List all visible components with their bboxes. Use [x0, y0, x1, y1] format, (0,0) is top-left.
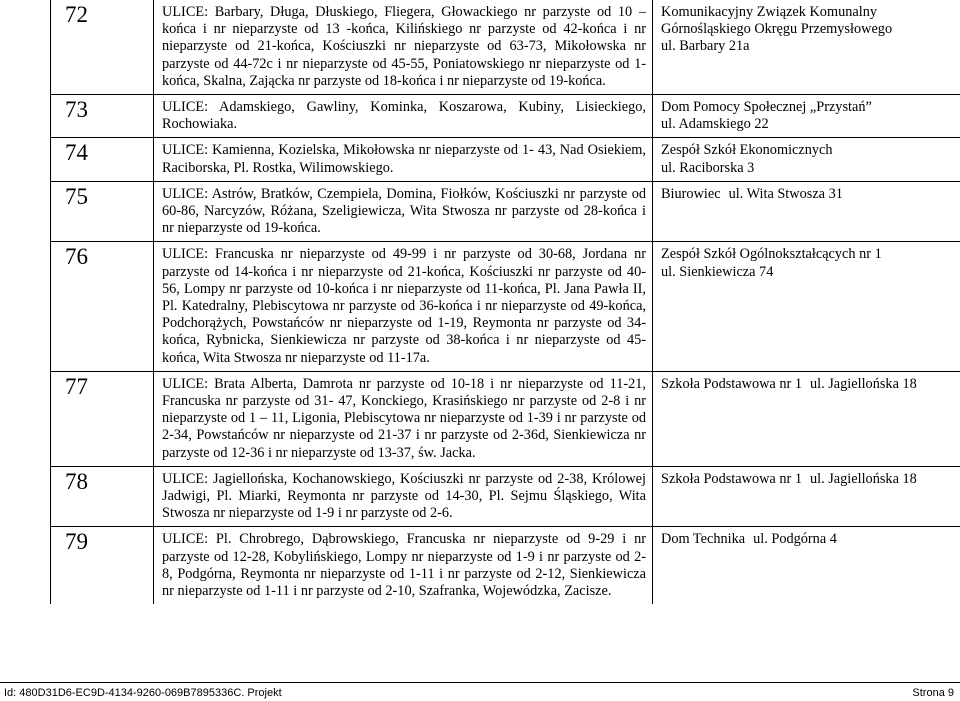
polling-place	[653, 0, 960, 95]
polling-place	[653, 242, 960, 371]
district-number: 72	[51, 0, 154, 95]
polling-place-name: Komunikacyjny Związek Komunalny Górnośląskiego Okręgu Przemysłowego	[661, 4, 960, 38]
polling-place	[653, 181, 960, 242]
district-streets: ULICE: Kamienna, Kozielska, Mikołowska nr nieparzyste od 1- 43, Nad Osiekiem, Raciborska, Pl. Rostka, Wilimowskiego.	[154, 138, 653, 181]
polling-place-name: Biurowiec	[661, 186, 721, 202]
polling-place-address: ul. Jagiellońska 18	[810, 471, 917, 487]
district-number: 75	[51, 181, 154, 242]
polling-place-address: ul. Jagiellońska 18	[810, 376, 917, 392]
table-row	[51, 181, 960, 242]
polling-place	[653, 138, 960, 181]
polling-place-name: Dom Pomocy Społecznej „Przystań”	[661, 99, 960, 116]
polling-place	[653, 371, 960, 466]
district-streets: ULICE: Barbary, Długa, Dłuskiego, Fliegera, Głowackiego nr parzyste od 10 –końca i nr nieparzyste od 13 -końca, Kilińskiego nr parzyste od 42-końca i nr nieparzyste od 21-końca, Kościuszki nr nieparzyste od 63-73, Mikołowska nr parzyste od 44-72c i nr nieparzyste od 45-55, Poniatowskiego nr nieparzyste od 1-końca, Skalna, Zającka nr parzyste od 18-końca i nr nieparzyste od 19-końca.	[154, 0, 653, 95]
polling-place	[653, 466, 960, 527]
polling-place-address: ul. Raciborska 3	[661, 160, 960, 177]
polling-place-address: ul. Podgórna 4	[753, 531, 837, 547]
polling-place	[653, 527, 960, 604]
polling-place-name: Szkoła Podstawowa nr 1	[661, 471, 802, 487]
district-number: 74	[51, 138, 154, 181]
polling-place-name: Szkoła Podstawowa nr 1	[661, 376, 802, 392]
districts-table	[50, 0, 960, 604]
page-footer	[0, 682, 960, 701]
district-number: 78	[51, 466, 154, 527]
district-streets: ULICE: Astrów, Bratków, Czempiela, Domina, Fiołków, Kościuszki nr parzyste od 60-86, Narcyzów, Różana, Szeligiewicza, Wita Stwosza nr parzyste od 28-końca i nr nieparzyste od 19-końca.	[154, 181, 653, 242]
district-streets: ULICE: Pl. Chrobrego, Dąbrowskiego, Francuska nr nieparzyste od 9-29 i nr parzyste od 12-28, Kobylińskiego, Lompy nr nieparzyste od 1-9 i nr parzyste od 2-8, Podgórna, Reymonta nr nieparzyste od 1-11 i nr parzyste od 2-12, Sienkiewicza nr nieparzyste od 1-11 i nr parzyste od 2-10, Szafranka, Wojewódzka, Zacisze.	[154, 527, 653, 604]
district-streets: ULICE: Brata Alberta, Damrota nr parzyste od 10-18 i nr nieparzyste od 11-21, Francuska nr parzyste od 31- 47, Konckiego, Krasińskiego nr parzyste od 2-8 i nr nieparzyste od 1 – 11, Ligonia, Plebiscytowa nr nieparzyste od 1-39 i nr parzyste od 2-34, Powstańców nr nieparzyste od 21-37 i nr parzyste od 2-36d, Sienkiewicza nr parzyste od 12-36 i nr nieparzyste od 13-37, św. Jacka.	[154, 371, 653, 466]
polling-place	[653, 95, 960, 138]
district-streets: ULICE: Adamskiego, Gawliny, Kominka, Koszarowa, Kubiny, Lisieckiego, Rochowiaka.	[154, 95, 653, 138]
district-number: 79	[51, 527, 154, 604]
table-row	[51, 95, 960, 138]
polling-place-address: ul. Wita Stwosza 31	[729, 186, 843, 202]
polling-place-address: ul. Barbary 21a	[661, 38, 960, 55]
table-row	[51, 0, 960, 95]
district-streets: ULICE: Francuska nr nieparzyste od 49-99 i nr parzyste od 30-68, Jordana nr parzyste od 14-końca i nr nieparzyste od 21-końca, Kościuszki nr parzyste od 40-56, Lompy nr parzyste od 10-końca i nr nieparzyste od 11-końca, Pl. Jana Pawła II, Pl. Katedralny, Plebiscytowa nr parzyste od 36-końca i nr nieparzyste od 49-końca, Podchorążych, Powstańców nr nieparzyste od 1-19, Reymonta nr parzyste od 34-końca, Rybnicka, Sienkiewicza nr parzyste od 38-końca i nr nieparzyste od 45-końca, Wita Stwosza nr nieparzyste od 11-17a.	[154, 242, 653, 371]
document-id: Id: 480D31D6-EC9D-4134-9260-069B7895336C. Projekt	[4, 685, 282, 701]
table-row	[51, 138, 960, 181]
table-row	[51, 466, 960, 527]
page-number: Strona 9	[912, 685, 954, 701]
polling-place-name: Zespół Szkół Ogólnokształcących nr 1	[661, 246, 960, 263]
district-streets: ULICE: Jagiellońska, Kochanowskiego, Kościuszki nr parzyste od 2-38, Królowej Jadwigi, Pl. Miarki, Reymonta nr parzyste od 14-30, Pl. Sejmu Śląskiego, Wita Stwosza nr nieparzyste od 1-9 i nr parzyste od 2-6.	[154, 466, 653, 527]
district-number: 77	[51, 371, 154, 466]
table-row	[51, 371, 960, 466]
district-number: 73	[51, 95, 154, 138]
polling-place-address: ul. Adamskiego 22	[661, 116, 960, 133]
district-number: 76	[51, 242, 154, 371]
polling-place-address: ul. Sienkiewicza 74	[661, 264, 960, 281]
polling-place-name: Dom Technika	[661, 531, 745, 547]
polling-place-name: Zespół Szkół Ekonomicznych	[661, 142, 960, 159]
table-row	[51, 527, 960, 604]
table-row	[51, 242, 960, 371]
